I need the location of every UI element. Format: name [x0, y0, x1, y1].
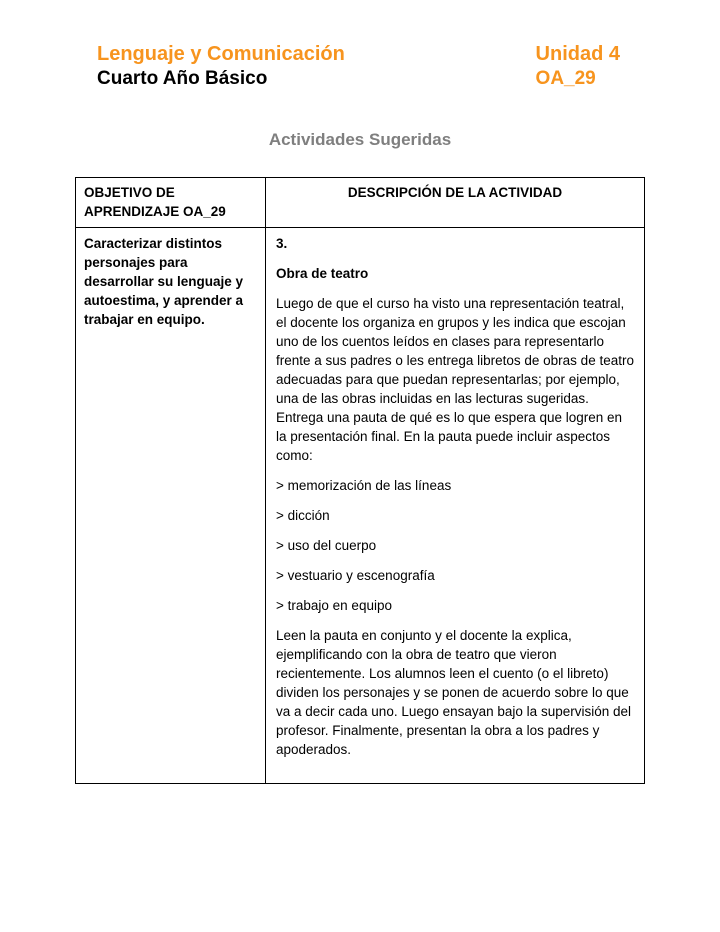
- table-header-row: [76, 178, 645, 228]
- oa-code: OA_29: [535, 68, 596, 89]
- page-title: Actividades Sugeridas: [268, 130, 452, 149]
- activity-bullet-5: > trabajo en equipo: [276, 598, 392, 613]
- activity-bullet-4: > vestuario y escenografía: [276, 568, 435, 583]
- header-right-block: [536, 42, 620, 91]
- table-row: [76, 228, 645, 784]
- objective-cell: Caracterizar distintos personajes para desarrollar su lenguaje y autoestima, y aprender a trabajar en equipo.: [76, 228, 266, 784]
- unit-label: Unidad 4: [535, 43, 620, 65]
- objective-column-header: OBJETIVO DE APRENDIZAJE OA_29: [76, 178, 266, 228]
- activity-number: 3.: [276, 236, 288, 251]
- grade-level: Cuarto Año Básico: [97, 68, 268, 89]
- activity-title: Obra de teatro: [276, 266, 369, 281]
- document-header: [0, 0, 720, 91]
- activity-bullet-2: > dicción: [276, 508, 330, 523]
- activity-intro-paragraph: Luego de que el curso ha visto una representación teatral, el docente los organiza en grupos y les indica que escojan uno de los cuentos leídos en clases para representarlo frente a sus padres o les entrega libretos de obras de teatro adecuadas para que puedan representarlas; por ejemplo, una de las obras incluidas en las lecturas sugeridas. Entrega una pauta de qué es lo que espera que logren en la presentación final. En la pauta puede incluir aspectos como:: [276, 296, 634, 463]
- header-left-block: [97, 42, 345, 91]
- activity-bullet-3: > uso del cuerpo: [276, 538, 377, 553]
- subject-title: Lenguaje y Comunicación: [97, 43, 345, 65]
- description-column-header: DESCRIPCIÓN DE LA ACTIVIDAD: [266, 178, 645, 228]
- activity-cell: [266, 228, 645, 784]
- activity-bullet-1: > memorización de las líneas: [276, 478, 452, 493]
- activity-closing-paragraph: Leen la pauta en conjunto y el docente la explica, ejemplificando con la obra de teatro que vieron recientemente. Los alumnos leen el cuento (o el libreto) dividen los personajes y se ponen de acuerdo sobre lo que va a decir cada uno. Luego ensayan bajo la supervisión del profesor. Finalmente, presentan la obra a los padres y apoderados.: [276, 628, 631, 757]
- activities-table: [75, 177, 645, 784]
